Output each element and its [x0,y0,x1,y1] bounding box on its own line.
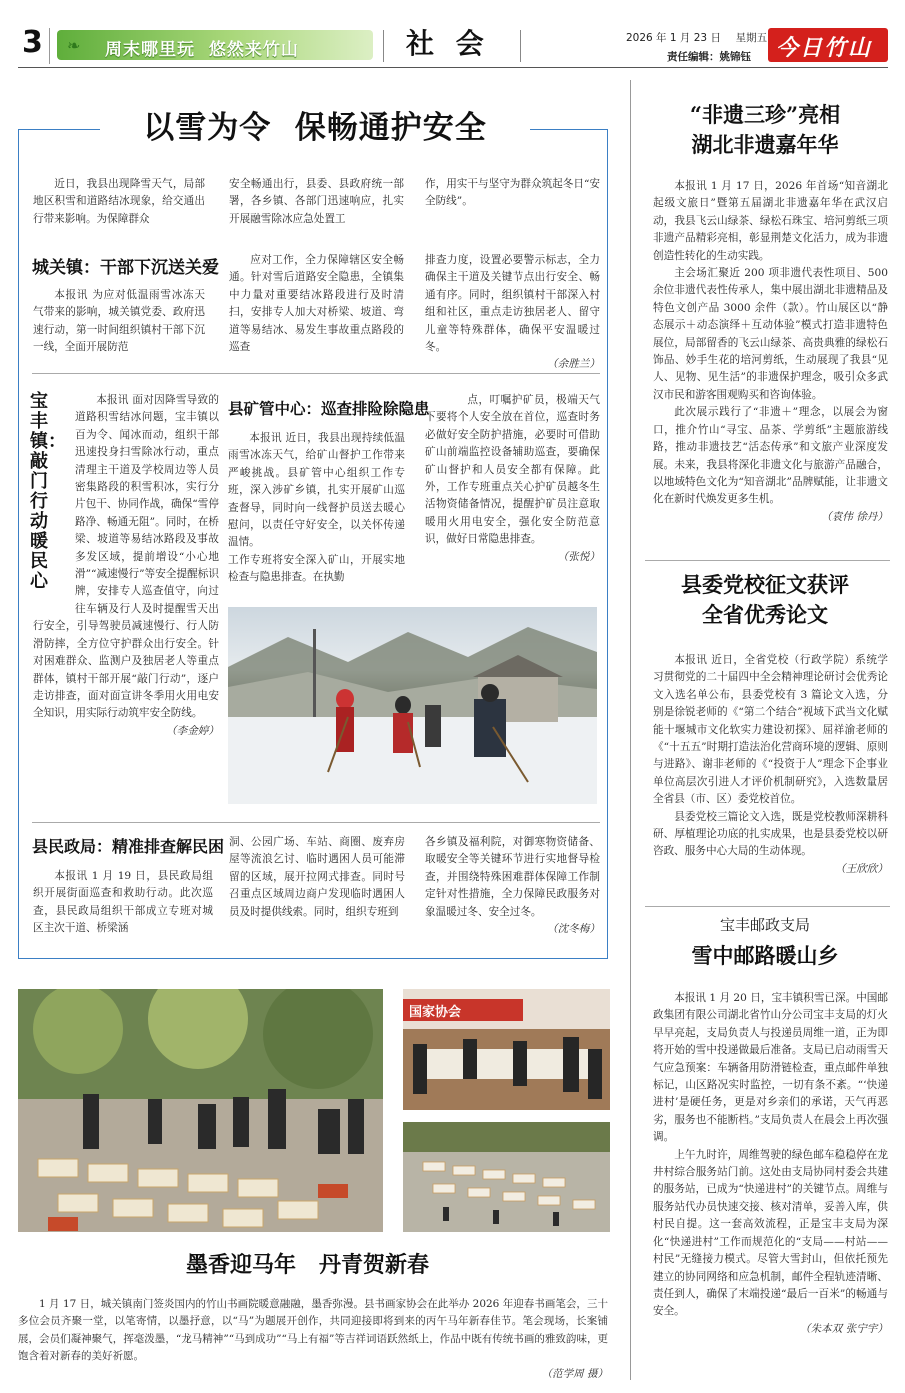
party-text: 本报讯 近日，全省党校（行政学院）系统学习贯彻党的二十届四中全会精神理论研讨会优秀论文入选名单公布，县委党校有 3 篇论文入选，分别是徐锐老师的《“第二个结合”视域下武当文化赋能十堰城市文化软实力建设初探》、屈祥渝老师的《“十五五”时期打造法治化营商环境的逻辑、原则与进路》、谢非老师的《“投资于人”理念下企事业单位高层次引进人才评价机制研究》，入选数量居全省县（市、区）委党校首位。 县委党校三篇论文入选，既是党校教师深耕科研、厚植理论功底的扎实成果，也是县委党校以研咨政、服务中心大局的生动体现。 （王欣欣） [653,652,888,878]
chengguan-col2: 应对工作，全力保障辖区安全畅通。针对雪后道路安全隐患，全镇集中力量对重要结冰路段进行及时清扫，安排专人加大对桥梁、坡道、弯道等易结冰、易发生事故重点路段的巡查 [229,254,404,354]
weekday-text: 星期五 [735,32,768,44]
minzheng-title: 县民政局：精准排查解民困 [32,837,225,856]
date-text: 2026 年 1 月 23 日 [626,32,721,44]
kuangguan-col2: 点，叮嘱护矿员，极端天气下要将个人安全放在首位，巡查时务必做好安全防护措施，必要时可借助矿山前端监控设备辅助巡查，要确保矿山督护和人员安全都有保障。此外，工作专班重点关心护矿员越冬生活物资储备情况，提醒护矿员注意取暖用火用电安全，强化安全防范意识，做好日常隐患排查。 （张悦） [425,392,600,566]
party-signature: （王欣欣） [835,862,888,875]
chengguan-col3: 排查力度，设置必要警示标志，全力确保主干道及关键节点出行安全、畅通有序。同时，组织镇村干部深入村组和社区，重点走访独居老人、留守儿童等特殊群体，确保平安温暖过冬。 （余胜兰） [425,252,600,374]
chengguan-col1: 本报讯 为应对低温雨雪冰冻天气带来的影响，城关镇党委、政府迅速行动，第一时间组织镇村干部下沉一线，全面开展防范 [33,289,205,354]
minzheng-col1: 本报讯 1 月 19 日，县民政局组织开展街面巡查和救助行动。此次巡查，县民政局组织干部成立专班对城区主次干道、桥梁涵 [33,870,213,935]
issue-date [626,30,767,45]
calligraphy-overview-photo [403,1122,610,1232]
kuangguan-title: 县矿管中心：巡查排险除隐患 [228,400,430,418]
intro-col3: 作，用实干与坚守为群众筑起冬日“安全防线”。 [425,178,600,208]
party-headline-line2: 全省优秀论文 [702,602,828,627]
calligraphy-overview-drawing [403,1122,610,1232]
baofeng-text: 本报讯 面对因降雪导致的道路积雪结冰问题，宝丰镇以百为令、闻冰而动，组织干部迅速投身扫雪除冰行动，重点清理主干道及学校周边等人员密集路段的积雪积冰，实行分片包干、协同作战，确保“雪停路净、畅通无阻”。同时，在桥梁、坡道等易结冰路段及事故多发区域，提前增设“小心地滑”“减速慢行”等安全提醒标识牌，安排专人巡查值守，向过往车辆及行人及时提醒雪天出行安全，引导驾驶员减速慢行、行人防滑防摔，全方位守护群众出行安全。针对困难群众、监测户及独居老人等重点群体，镇村干部开展“敲门行动”，逐户走访排查，面对面宣讲冬季用火用电安全知识，用实际行动筑牢安全防线。 （李金婷） [33,392,219,740]
intro-col1: 近日，我县出现降雪天气，局部地区积雪和道路结冰现象，给交通出行带来影响。为保障群众 [33,178,205,225]
brand-text: 今日竹山 [776,35,873,61]
calligraphy-hall-photo [403,989,610,1110]
kuangguan-col1: 本报讯 近日，我县出现持续低温雨雪冰冻天气，给矿山督护工作带来严峻挑战。县矿管中心组织工作专班，深入涉矿乡镇，扎实开展矿山巡查督导，同时向一线督护员送去暖心慰问，以责任守好安全，以关怀传递温情。 工作专班将安全深入矿山，开展实地检查与隐患排查。在执勤 [228,432,405,584]
heritage-text: 本报讯 1 月 17 日，2026 年首场“知音湖北 起级文旅日”暨第五届湖北非遗嘉年华在武汉启动，我县飞云山绿茶、绿松石珠宝、培河剪纸三项非遗产品精彩亮相，彰显荆楚文化活力，成为非遗创造性转化的生动实践。 主会场汇聚近 200 项非遗代表性项目、500 余位非遗代表性传承人，集中展出湖北非遗精品及特色文创产品 3000 余件（款）。竹山展区以“静态展示＋动态演绎＋互动体验”模式打造非遗特色展位，局部留香的飞云山绿茶、高贵典雅的绿松石饰品、妙手生花的培河剪纸，生动展现了我县“见人、见物、见生活”的非遗保护理念，吸引众多武汉市民和游客围观购买和咨询体验。 此次展示践行了“非遗＋”理念，以展会为窗口，推介竹山“寻宝、品茶、学剪纸”主题旅游线路，推动非遗技艺“活态传承”和文旅产业深度发展。未来，我县将深化非遗文化与旅游产品融合，以地域特色文化为“知音湖北”品牌赋能，让非遗文化在新时代焕发更多生机。 （袁伟 徐丹） [653,178,888,526]
baofeng-float-spacer [33,392,75,610]
heritage-headline-line2: 湖北非遗嘉年华 [691,132,839,157]
section-title: 社 会 [406,27,490,60]
main-headline-text: 以雪为令 保畅通护安全 [143,110,487,146]
postal-headline: 雪中邮路暖山乡 [691,943,839,968]
intro-col2: 安全畅通出行，县委、县政府统一部署，各乡镇、各部门迅速响应，扎实开展融雪除冰应急处置工 [229,178,404,225]
chengguan-title: 城关镇：干部下沉送关爱 [32,258,219,278]
main-headline [100,104,530,152]
brand-logo [768,28,888,62]
snow-clearing-photo [228,607,597,804]
ink-text: 1 月 17 日，城关镇南门签炎国内的竹山书画院暖意融融，墨香弥漫。县书画家协会在此举办 2026 年迎春书画笔会，三十多位会员齐聚一堂，以笔寄情，以墨抒意，以“马”为题展开创作，共同迎接即将到来的丙午马年新春佳节。笔会现场，长案铺展，会员们凝神聚气，挥毫泼墨，“龙马精神”“马到成功”“马上有福”等吉祥词语跃然纸上，作品中既有传统书画的雅致韵味，更饱含着对新春的美好祈愿。 （范学周 摄） [18,1296,608,1383]
calligraphy-outdoor-drawing [18,989,383,1232]
postal-text: 本报讯 1 月 20 日，宝丰镇积雪已深。中国邮政集团有限公司湖北省竹山分公司宝丰支局的灯火早早亮起，支局负责人与投递员周维一道，正为即将开始的雪中投递做最后准备。支局已启动雨雪天气应急预案：车辆备用防滑链检查，重点邮件单独标记，山区路况实时监控，一切有条不紊。“‘快递进村’是硬任务，更是对乡亲们的承诺，天气再恶劣，服务也不能断档。”支局负责人在晨会上再次强调。 上午九时许，周维驾驶的绿色邮车稳稳停在龙井村综合服务站门前。这处由支局协同村委会共建的服务站，已成为“快递进村”的关键节点。周维与服务站代办员快速交接、核对清单，妥善入库，供村民自提。这一套高效流程，正是宝丰支局为深化“快递进村”工作而规范化的“支局——村站——村民”无缝接力模式。尽管大雪封山，但依托预先建立的协同网络和应急机制，邮件全程轨迹清晰、责任到人，确保了末端投递“最后一百米”的畅通与安全。 （朱本双 张宁宇） [653,990,888,1338]
postal-signature: （朱本双 张宁宇） [799,1322,888,1335]
chengguan-signature: （余胜兰） [547,358,600,371]
ink-signature: （范学周 摄） [541,1367,608,1380]
heritage-headline [640,100,890,160]
banner-text: 周末哪里玩 悠然来竹山 [105,40,299,60]
page-number: 3 [22,25,43,60]
column-banner [57,30,373,60]
minzheng-col2: 洞、公园广场、车站、商圈、废弃房屋等流浪乞讨、临时遇困人员可能滞留的区域，展开拉网式排查。同时号召重点区域周边商户发现临时遇困人员及时提供线索。同时，组织专班到 [229,836,405,918]
minzheng-col3: 各乡镇及福利院，对御寒物资储备、取暖安全等关键环节进行实地督导检查，并围绕特殊困难群体保障工作制定针对性措施，全力保障民政服务对象温暖过冬、安全过冬。 （沈冬梅） [425,834,600,938]
kuangguan-signature: （张悦） [557,550,600,563]
editor-credit: 责任编辑：姚锦钰 [667,51,751,63]
heritage-signature: （袁伟 徐丹） [821,510,888,523]
snow-scene-drawing [228,607,597,804]
hall-banner-text: 国家协会 [409,1005,462,1020]
minzheng-signature: （沈冬梅） [547,923,600,936]
heritage-headline-line1: “非遗三珍”亮相 [689,102,841,127]
leaf-icon: ❧ [67,36,81,55]
postal-subhead: 宝丰邮政支局 [719,916,810,934]
ink-headline: 墨香迎马年 丹青贺新春 [186,1252,429,1278]
page-header [0,0,905,70]
baofeng-signature: （李金婷） [166,724,219,737]
party-headline [640,570,890,630]
party-headline-line1: 县委党校征文获评 [681,572,849,597]
calligraphy-outdoor-photo [18,989,383,1232]
baofeng-title: 宝丰镇：敲门行动暖民心 [30,391,66,592]
